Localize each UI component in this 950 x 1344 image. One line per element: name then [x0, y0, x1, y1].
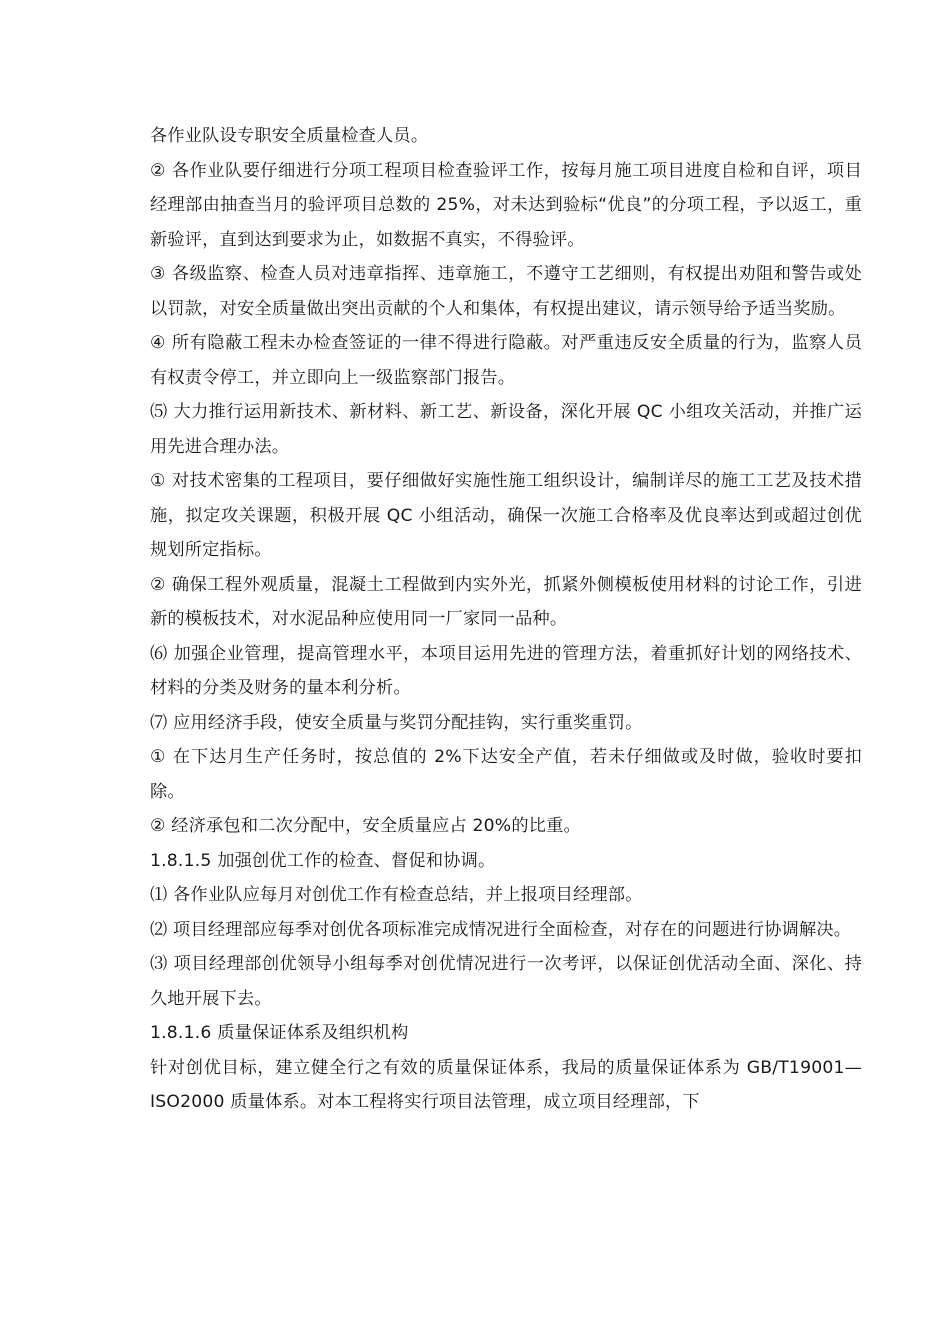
paragraph: ② 各作业队要仔细进行分项工程项目检查验评工作，按每月施工项目进度自检和自评，项目经理部由抽查当月的验评项目总数的 25%，对未达到验标“优良”的分项工程，予以返工，重新验评，直到达到要求为止，如数据不真实，不得验评。 — [150, 160, 862, 250]
paragraph: ⑹ 加强企业管理，提高管理水平，本项目运用先进的管理方法，着重抓好计划的网络技术、材料的分类及财务的量本利分析。 — [150, 643, 862, 698]
paragraph: ④ 所有隐蔽工程未办检查签证的一律不得进行隐蔽。对严重违反安全质量的行为，监察人员有权责令停工，并立即向上一级监察部门报告。 — [150, 333, 862, 388]
section-heading: 1.8.1.5 加强创优工作的检查、督促和协调。 — [150, 850, 496, 871]
paragraph: 各作业队设专职安全质量检查人员。 — [150, 126, 429, 146]
paragraph: 针对创优目标，建立健全行之有效的质量保证体系，我局的质量保证体系为 GB/T19001—ISO2000 质量体系。对本工程将实行项目法管理，成立项目经理部，下 — [150, 1057, 862, 1112]
paragraph: ③ 各级监察、检查人员对违章指挥、违章施工，不遵守工艺细则，有权提出劝阻和警告或处以罚款，对安全质量做出突出贡献的个人和集体，有权提出建议，请示领导给予适当奖励。 — [150, 264, 862, 319]
paragraph: ① 在下达月生产任务时，按总值的 2%下达安全产值，若未仔细做或及时做，验收时要扣除。 — [150, 747, 862, 802]
section-heading: 1.8.1.6 质量保证体系及组织机构 — [150, 1023, 409, 1043]
paragraph: ② 确保工程外观质量，混凝土工程做到内实外光，抓紧外侧模板使用材料的讨论工作，引进新的模板技术，对水泥品种应使用同一厂家同一品种。 — [150, 574, 862, 629]
paragraph: ⑺ 应用经济手段，使安全质量与奖罚分配挂钩，实行重奖重罚。 — [150, 712, 643, 733]
paragraph: ② 经济承包和二次分配中，安全质量应占 20%的比重。 — [150, 816, 581, 836]
paragraph: ⑴ 各作业队应每月对创优工作有检查总结，并上报项目经理部。 — [150, 885, 643, 905]
paragraph: ⑶ 项目经理部创优领导小组每季对创优情况进行一次考评，以保证创优活动全面、深化、持久地开展下去。 — [150, 954, 862, 1009]
paragraph: ⑵ 项目经理部应每季对创优各项标准完成情况进行全面检查，对存在的问题进行协调解决。 — [150, 919, 852, 940]
paragraph: ⑸ 大力推行运用新技术、新材料、新工艺、新设备，深化开展 QC 小组攻关活动，并推广运用先进合理办法。 — [150, 402, 862, 457]
paragraph: ① 对技术密集的工程项目，要仔细做好实施性施工组织设计，编制详尽的施工工艺及技术措施，拟定攻关课题，积极开展 QC 小组活动，确保一次施工合格率及优良率达到或超过创优规划所定指标。 — [150, 471, 862, 560]
document-body — [150, 119, 862, 1120]
